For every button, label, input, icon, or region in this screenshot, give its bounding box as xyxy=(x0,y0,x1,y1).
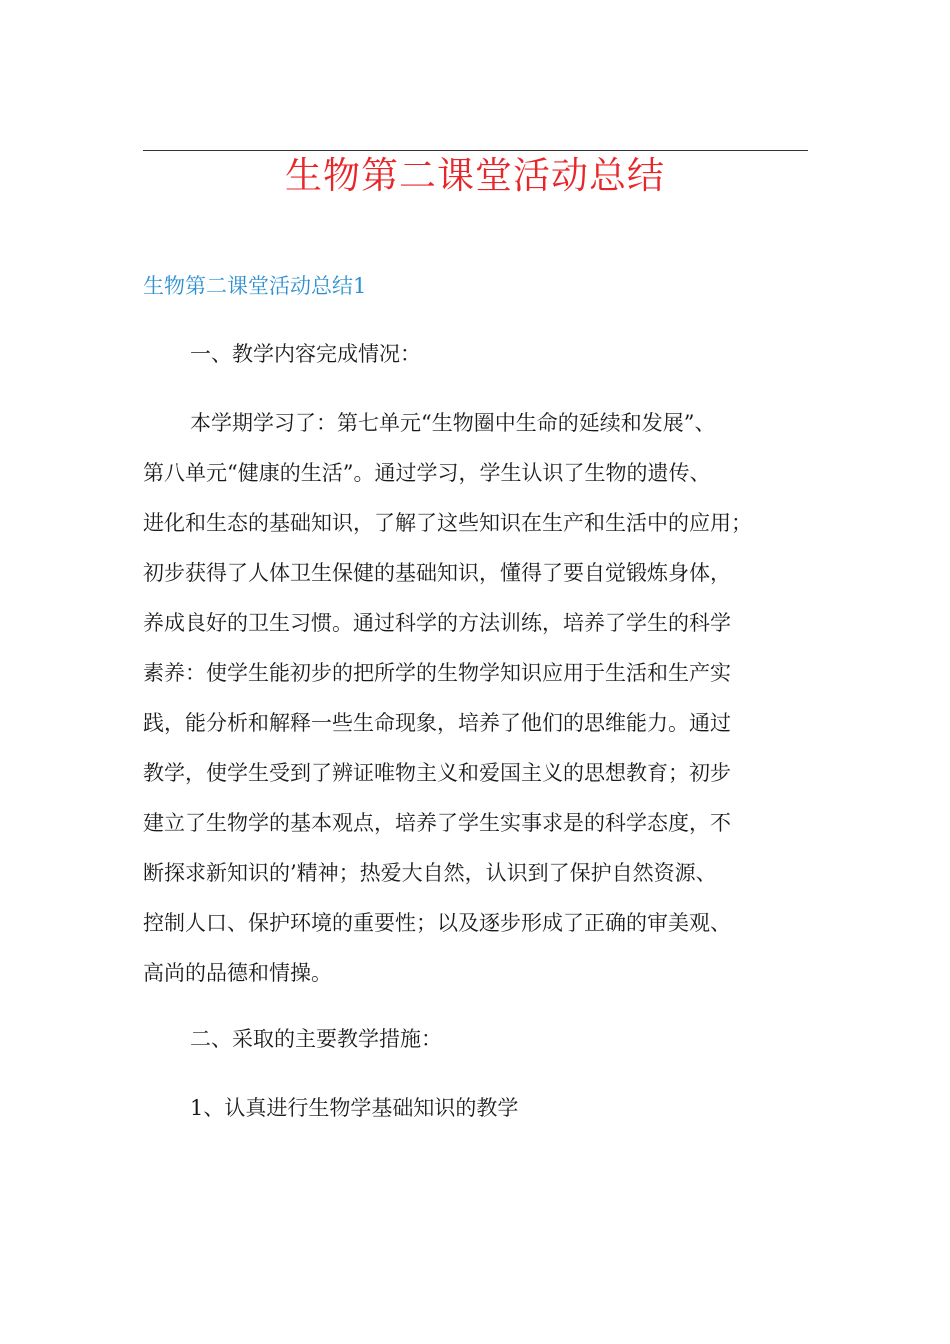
subheading-teaching-content: 一、教学内容完成情况： xyxy=(190,342,421,366)
subheading-teaching-measures: 二、采取的主要教学措施： xyxy=(190,1027,442,1051)
section-heading: 生物第二课堂活动总结1 xyxy=(143,274,367,298)
body-line: 践，能分析和解释一些生命现象，培养了他们的思维能力。通过 xyxy=(143,711,731,735)
body-line: 素养：使学生能初步的把所学的生物学知识应用于生活和生产实 xyxy=(143,661,731,685)
body-line: 养成良好的卫生习惯。通过科学的方法训练，培养了学生的科学 xyxy=(143,611,731,635)
body-line: 本学期学习了：第七单元“生物圈中生命的延续和发展”、 xyxy=(190,411,716,435)
body-line: 第八单元“健康的生活”。通过学习，学生认识了生物的遗传、 xyxy=(143,461,711,485)
body-line: 进化和生态的基础知识，了解了这些知识在生产和生活中的应用； xyxy=(143,511,752,535)
document-title: 生物第二课堂活动总结 xyxy=(285,154,665,197)
body-line: 初步获得了人体卫生保健的基础知识，懂得了要自觉锻炼身体， xyxy=(143,561,731,585)
body-line: 控制人口、保护环境的重要性；以及逐步形成了正确的审美观、 xyxy=(143,911,731,935)
body-line: 高尚的品德和情操。 xyxy=(143,961,332,985)
body-line: 教学，使学生受到了辨证唯物主义和爱国主义的思想教育；初步 xyxy=(143,761,731,785)
body-paragraph xyxy=(143,398,813,998)
body-line: 断探求新知识的’精神；热爱大自然，认识到了保护自然资源、 xyxy=(143,861,717,885)
body-line: 建立了生物学的基本观点，培养了学生实事求是的科学态度，不 xyxy=(143,811,731,835)
list-item-heading: 1、认真进行生物学基础知识的教学 xyxy=(190,1096,519,1120)
